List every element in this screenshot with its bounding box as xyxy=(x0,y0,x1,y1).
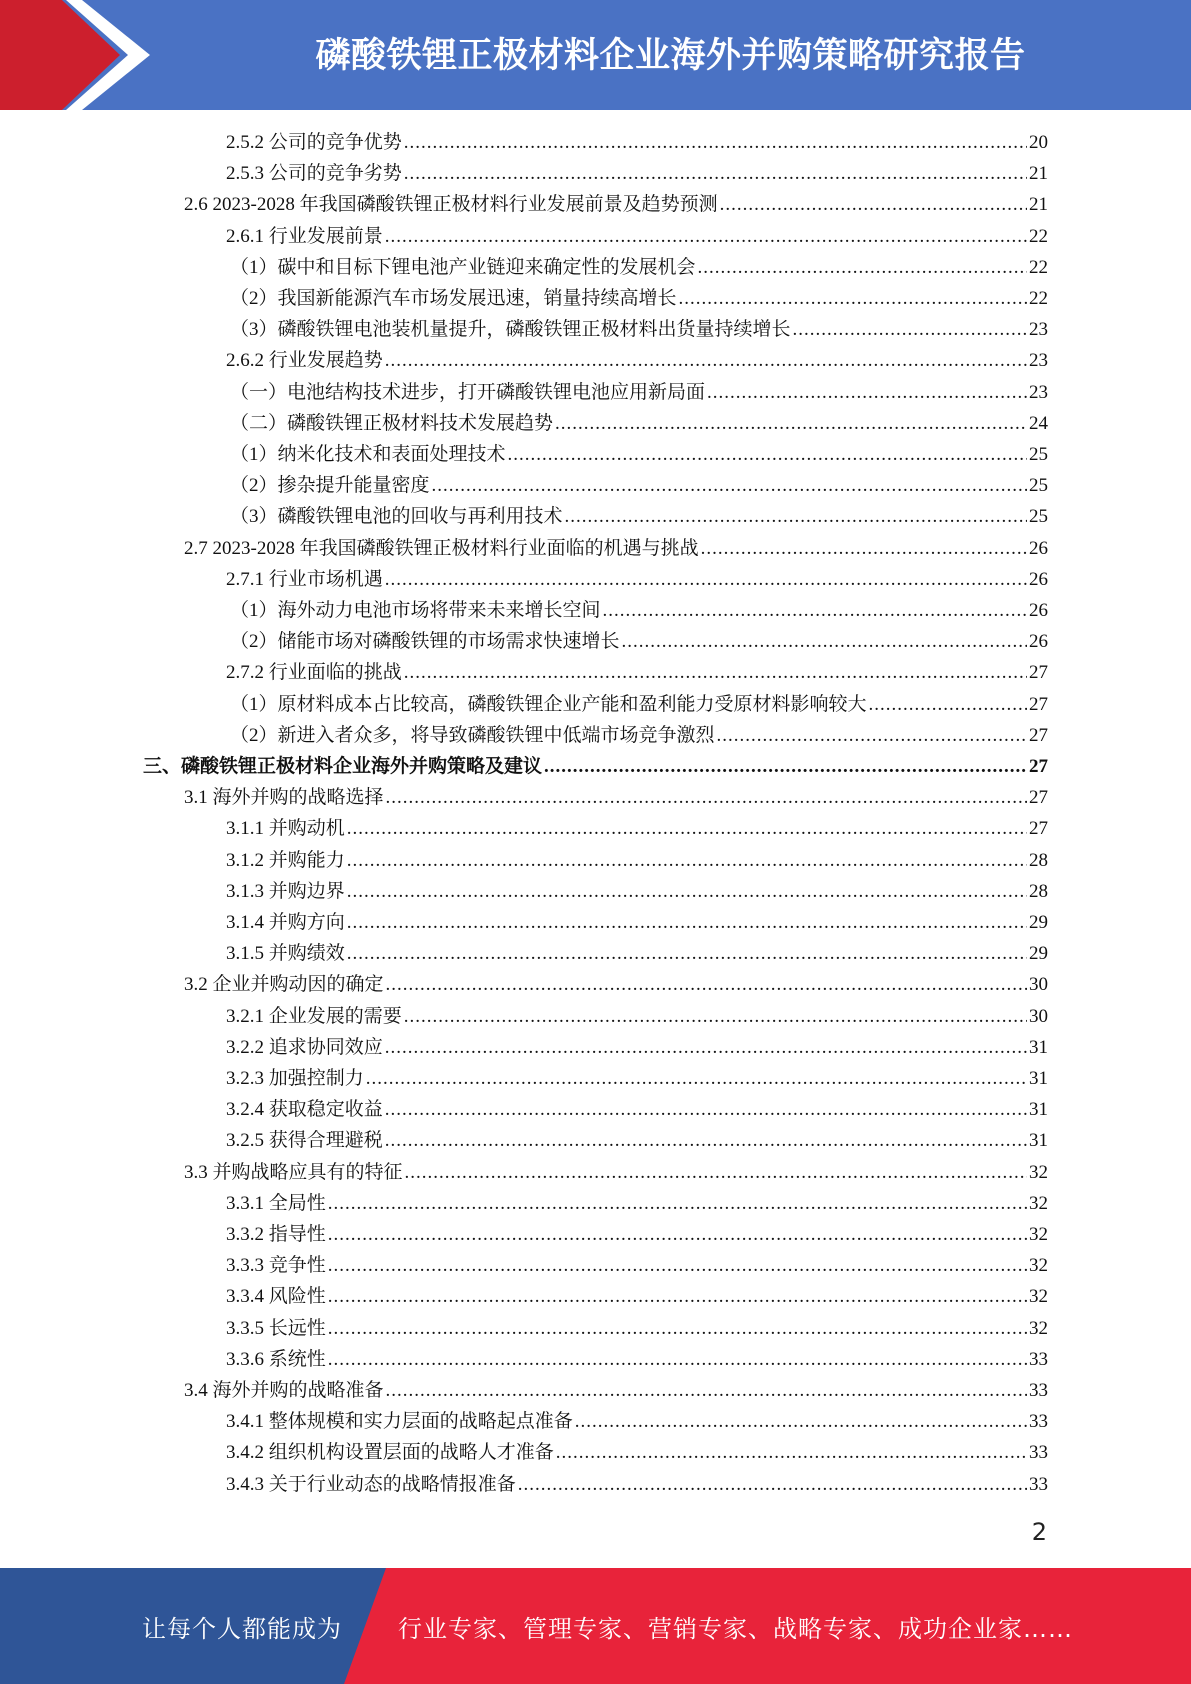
toc-entry[interactable] xyxy=(226,1188,1048,1219)
toc-entry-label: 3.3.4 风险性 xyxy=(226,1286,326,1308)
toc-entry[interactable] xyxy=(226,1406,1048,1437)
toc-entry-label: 2.6.1 行业发展前景 xyxy=(226,225,383,247)
toc-dot-leader xyxy=(347,907,1027,938)
toc-entry-page: 32 xyxy=(1029,1224,1048,1245)
toc-entry[interactable] xyxy=(230,314,1048,345)
toc-dot-leader xyxy=(328,1219,1027,1250)
toc-entry-label: 2.7.1 行业市场机遇 xyxy=(226,568,383,590)
toc-entry-label: 3.4.1 整体规模和实力层面的战略起点准备 xyxy=(226,1411,573,1433)
toc-entry[interactable] xyxy=(226,345,1048,376)
toc-entry-label: 2.6.2 行业发展趋势 xyxy=(226,350,383,372)
toc-entry-page: 25 xyxy=(1029,506,1048,528)
toc-entry-page: 32 xyxy=(1029,1317,1048,1339)
toc-entry[interactable] xyxy=(226,1094,1048,1125)
toc-dot-leader xyxy=(575,1406,1027,1437)
toc-entry[interactable] xyxy=(226,876,1048,907)
toc-entry-page: 27 xyxy=(1029,693,1048,715)
toc-entry-page: 27 xyxy=(1029,756,1048,777)
toc-dot-leader xyxy=(518,1469,1027,1500)
toc-entry-page: 33 xyxy=(1029,1380,1048,1401)
toc-entry-label: （2）掺杂提升能量密度 xyxy=(230,475,430,497)
toc-dot-leader xyxy=(405,1157,1027,1188)
toc-entry[interactable] xyxy=(226,564,1048,595)
toc-dot-leader xyxy=(347,813,1027,844)
toc-entry-page: 22 xyxy=(1029,256,1048,278)
toc-dot-leader xyxy=(386,782,1027,813)
toc-entry[interactable] xyxy=(226,1032,1048,1063)
toc-entry-page: 26 xyxy=(1029,537,1048,559)
toc-entry-page: 22 xyxy=(1029,288,1048,309)
page-number: 2 xyxy=(1031,1518,1047,1546)
toc-dot-leader xyxy=(701,533,1027,564)
toc-entry-label: （3）磷酸铁锂电池装机量提升，磷酸铁锂正极材料出货量持续增长 xyxy=(230,319,791,341)
toc-entry-page: 31 xyxy=(1029,1068,1048,1089)
toc-entry-label: 3.3.6 系统性 xyxy=(226,1348,326,1370)
toc-dot-leader xyxy=(869,689,1027,720)
toc-entry[interactable] xyxy=(226,1125,1048,1156)
toc-entry-label: 3.1.4 并购方向 xyxy=(226,912,345,933)
toc-entry-page: 27 xyxy=(1029,724,1048,746)
toc-entry[interactable] xyxy=(184,969,1048,1000)
toc-entry-page: 32 xyxy=(1029,1255,1048,1277)
toc-dot-leader xyxy=(347,876,1027,907)
toc-entry-label: （1）纳米化技术和表面处理技术 xyxy=(230,444,506,465)
toc-dot-leader xyxy=(366,1063,1027,1094)
toc-entry[interactable] xyxy=(226,1437,1048,1468)
toc-entry-page: 26 xyxy=(1029,568,1048,590)
toc-dot-leader xyxy=(603,595,1027,626)
toc-dot-leader xyxy=(385,221,1027,252)
toc-entry-page: 27 xyxy=(1029,662,1048,684)
toc-entry-label: 2.7.2 行业面临的挑战 xyxy=(226,662,402,684)
toc-entry-label: 3.2 企业并购动因的确定 xyxy=(184,974,384,996)
toc-dot-leader xyxy=(508,439,1027,470)
toc-entry[interactable] xyxy=(226,1063,1048,1094)
toc-entry-label: 3.2.1 企业发展的需要 xyxy=(226,1005,402,1027)
toc-entry[interactable] xyxy=(230,439,1048,470)
toc-entry-page: 28 xyxy=(1029,849,1048,871)
toc-entry[interactable] xyxy=(143,751,1048,782)
toc-entry[interactable] xyxy=(226,127,1048,158)
toc-dot-leader xyxy=(544,751,1027,782)
toc-entry-page: 26 xyxy=(1029,631,1048,653)
toc-dot-leader xyxy=(432,470,1027,501)
toc-dot-leader xyxy=(386,969,1027,1000)
toc-entry[interactable] xyxy=(226,1250,1048,1281)
toc-entry-page: 32 xyxy=(1029,1161,1048,1183)
toc-entry-label: 3.3.2 指导性 xyxy=(226,1224,326,1245)
toc-entry-label: 3.2.3 加强控制力 xyxy=(226,1068,364,1089)
toc-entry-label: （1）海外动力电池市场将带来未来增长空间 xyxy=(230,600,601,621)
toc-entry-page: 32 xyxy=(1029,1286,1048,1308)
toc-entry[interactable] xyxy=(226,158,1048,189)
toc-entry-page: 30 xyxy=(1029,974,1048,996)
toc-entry[interactable] xyxy=(230,720,1048,751)
toc-dot-leader xyxy=(347,845,1027,876)
toc-entry-label: 3.2.4 获取稳定收益 xyxy=(226,1099,383,1121)
header-arrow-logo xyxy=(0,0,160,110)
toc-entry-page: 31 xyxy=(1029,1130,1048,1152)
toc-entry-label: 2.5.3 公司的竞争劣势 xyxy=(226,163,402,185)
toc-entry-label: 三、磷酸铁锂正极材料企业海外并购策略及建议 xyxy=(143,756,543,777)
toc-entry-page: 33 xyxy=(1029,1442,1048,1464)
toc-dot-leader xyxy=(385,1032,1027,1063)
toc-entry[interactable] xyxy=(230,408,1048,439)
toc-entry-page: 20 xyxy=(1029,132,1048,153)
footer-slogan-left: 让每个人都能成为 xyxy=(142,1614,342,1643)
toc-dot-leader xyxy=(707,377,1027,408)
toc-entry-page: 26 xyxy=(1029,600,1048,621)
toc-dot-leader xyxy=(404,1001,1027,1032)
toc-entry-page: 27 xyxy=(1029,818,1048,840)
toc-dot-leader xyxy=(385,564,1027,595)
toc-entry-page: 27 xyxy=(1029,787,1048,809)
toc-entry-label: 3.3 并购战略应具有的特征 xyxy=(184,1161,403,1183)
toc-entry[interactable] xyxy=(184,189,1048,220)
toc-entry-label: 3.3.1 全局性 xyxy=(226,1192,326,1214)
toc-entry[interactable] xyxy=(226,1469,1048,1500)
toc-entry[interactable] xyxy=(230,689,1048,720)
toc-entry-page: 24 xyxy=(1029,412,1048,434)
toc-entry-page: 32 xyxy=(1029,1192,1048,1214)
toc-dot-leader xyxy=(328,1281,1027,1312)
toc-entry[interactable] xyxy=(230,252,1048,283)
toc-entry-label: 2.7 2023-2028 年我国磷酸铁锂正极材料行业面临的机遇与挑战 xyxy=(184,537,699,559)
toc-entry[interactable] xyxy=(184,1157,1048,1188)
toc-entry-label: （2）我国新能源汽车市场发展迅速，销量持续高增长 xyxy=(230,288,677,309)
toc-entry-page: 25 xyxy=(1029,444,1048,465)
toc-entry-label: 2.5.2 公司的竞争优势 xyxy=(226,132,402,153)
toc-entry-label: 3.2.5 获得合理避税 xyxy=(226,1130,383,1152)
toc-entry-page: 28 xyxy=(1029,880,1048,902)
toc-entry[interactable] xyxy=(226,907,1048,938)
toc-dot-leader xyxy=(555,408,1027,439)
toc-entry-page: 23 xyxy=(1029,350,1048,372)
toc-entry-label: （2）新进入者众多，将导致磷酸铁锂中低端市场竞争激烈 xyxy=(230,724,715,746)
toc-dot-leader xyxy=(347,938,1027,969)
toc-entry[interactable] xyxy=(226,1313,1048,1344)
toc-entry-label: （2）储能市场对磷酸铁锂的市场需求快速增长 xyxy=(230,631,620,653)
toc-dot-leader xyxy=(565,501,1027,532)
toc-entry-label: 3.3.5 长远性 xyxy=(226,1317,326,1339)
toc-entry[interactable] xyxy=(230,283,1048,314)
toc-dot-leader xyxy=(328,1313,1027,1344)
toc-entry[interactable] xyxy=(184,782,1048,813)
toc-entry-page: 31 xyxy=(1029,1099,1048,1121)
toc-entry-label: （一）电池结构技术进步，打开磷酸铁锂电池应用新局面 xyxy=(230,381,706,403)
toc-entry-page: 22 xyxy=(1029,225,1048,247)
toc-entry-page: 33 xyxy=(1029,1411,1048,1433)
toc-entry[interactable] xyxy=(230,470,1048,501)
toc-dot-leader xyxy=(386,1375,1027,1406)
toc-dot-leader xyxy=(404,158,1027,189)
toc-entry[interactable] xyxy=(230,626,1048,657)
toc-entry-label: 3.1.1 并购动机 xyxy=(226,818,345,840)
toc-entry[interactable] xyxy=(184,533,1048,564)
toc-entry[interactable] xyxy=(226,1281,1048,1312)
toc-entry-label: （1）碳中和目标下锂电池产业链迎来确定性的发展机会 xyxy=(230,256,696,278)
toc-dot-leader xyxy=(698,252,1027,283)
toc-entry-page: 23 xyxy=(1029,319,1048,341)
toc-entry-label: 3.3.3 竞争性 xyxy=(226,1255,326,1277)
toc-entry[interactable] xyxy=(230,501,1048,532)
toc-entry-page: 21 xyxy=(1029,194,1048,216)
toc-entry[interactable] xyxy=(226,1219,1048,1250)
toc-entry[interactable] xyxy=(226,938,1048,969)
toc-dot-leader xyxy=(328,1250,1027,1281)
toc-dot-leader xyxy=(404,127,1027,158)
toc-entry-page: 33 xyxy=(1029,1348,1048,1370)
toc-dot-leader xyxy=(328,1188,1027,1219)
toc-entry-label: 3.4.3 关于行业动态的战略情报准备 xyxy=(226,1473,516,1495)
toc-dot-leader xyxy=(385,1094,1027,1125)
toc-dot-leader xyxy=(717,720,1027,751)
toc-entry-label: 3.1.3 并购边界 xyxy=(226,880,345,902)
toc-entry-label: 3.1 海外并购的战略选择 xyxy=(184,787,384,809)
toc-dot-leader xyxy=(385,345,1027,376)
toc-dot-leader xyxy=(622,626,1027,657)
toc-entry-page: 29 xyxy=(1029,912,1048,933)
toc-entry-label: （3）磷酸铁锂电池的回收与再利用技术 xyxy=(230,506,563,528)
toc-entry-page: 31 xyxy=(1029,1036,1048,1058)
toc-dot-leader xyxy=(720,189,1027,220)
toc-entry-label: 3.2.2 追求协同效应 xyxy=(226,1036,383,1058)
toc-entry-label: （1）原材料成本占比较高，磷酸铁锂企业产能和盈利能力受原材料影响较大 xyxy=(230,693,867,715)
toc-entry[interactable] xyxy=(184,1375,1048,1406)
toc-entry-page: 23 xyxy=(1029,381,1048,403)
toc-entry[interactable] xyxy=(230,595,1048,626)
toc-dot-leader xyxy=(404,657,1027,688)
toc-entry-page: 29 xyxy=(1029,943,1048,965)
toc-dot-leader xyxy=(793,314,1027,345)
toc-dot-leader xyxy=(556,1437,1027,1468)
toc-dot-leader xyxy=(385,1125,1027,1156)
header-bar xyxy=(0,0,1191,110)
toc-entry[interactable] xyxy=(226,845,1048,876)
toc-entry[interactable] xyxy=(230,377,1048,408)
toc-entry[interactable] xyxy=(226,1344,1048,1375)
toc-entry-label: 3.1.2 并购能力 xyxy=(226,849,345,871)
toc-entry-page: 33 xyxy=(1029,1473,1048,1495)
footer-banner xyxy=(0,1568,1191,1684)
toc-dot-leader xyxy=(328,1344,1027,1375)
toc-entry-label: 2.6 2023-2028 年我国磷酸铁锂正极材料行业发展前景及趋势预测 xyxy=(184,194,718,216)
footer-slogan-right: 行业专家、管理专家、营销专家、战略专家、成功企业家…… xyxy=(398,1614,1073,1643)
toc-entry[interactable] xyxy=(226,1001,1048,1032)
report-title: 磷酸铁锂正极材料企业海外并购策略研究报告 xyxy=(315,36,1026,76)
toc-entry-label: 3.4 海外并购的战略准备 xyxy=(184,1380,384,1401)
toc-entry[interactable] xyxy=(226,657,1048,688)
toc-entry-page: 25 xyxy=(1029,475,1048,497)
toc-entry-label: 3.1.5 并购绩效 xyxy=(226,943,345,965)
toc-entry-label: 3.4.2 组织机构设置层面的战略人才准备 xyxy=(226,1442,554,1464)
toc-dot-leader xyxy=(679,283,1027,314)
toc-entry-page: 30 xyxy=(1029,1005,1048,1027)
toc-entry-label: （二）磷酸铁锂正极材料技术发展趋势 xyxy=(230,412,554,434)
toc-entry[interactable] xyxy=(226,221,1048,252)
toc-entry-page: 21 xyxy=(1029,163,1048,185)
toc-entry[interactable] xyxy=(226,813,1048,844)
